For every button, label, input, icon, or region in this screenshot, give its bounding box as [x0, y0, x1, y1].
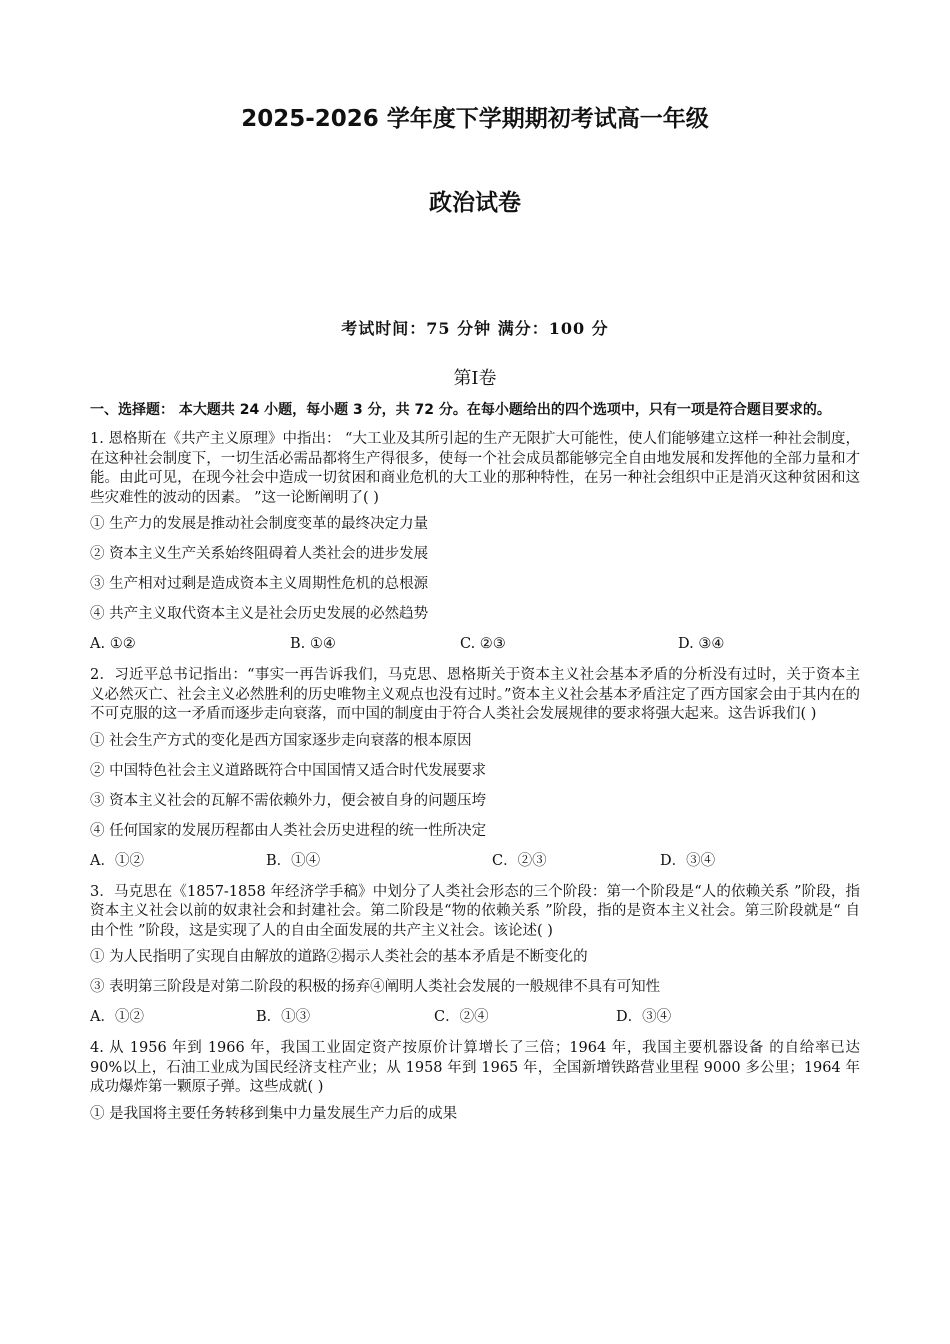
- exam-info: 考试时间：75 分钟 满分：100 分: [341, 319, 609, 338]
- exam-content: [90, 400, 860, 1134]
- section-heading: 一、选择题： 本大题共 24 小题，每小题 3 分，共 72 分。在每小题给出的四个选项中，只有一项是符合题目要求的。: [90, 402, 831, 418]
- option-c: C．②③: [492, 852, 547, 869]
- question-text: 3．马克思在《1857-1858 年经济学手稿》中划分了人类社会形态的三个阶段：第一个阶段是“人的依赖关系 ”阶段，指资本主义社会以前的奴隶社会和封建社会。第二阶段是“物的依赖关系 ”阶段，指的是资本主义社会。第三阶段就是“ 自由个性 ”阶段，这是实现了人的自由全面发展的共产主义社会。该论述( ): [90, 883, 860, 939]
- exam-title: 2025-2026 学年度下学期期初考试高一年级: [241, 106, 709, 132]
- answer-options: [90, 1007, 860, 1027]
- option-a: A. ①②: [90, 636, 136, 652]
- statement-item: ① 为人民指明了实现自由解放的道路②揭示人类社会的基本矛盾是不断变化的: [90, 949, 588, 965]
- question-3: [90, 883, 860, 1028]
- statement-item: ① 是我国将主要任务转移到集中力量发展生产力后的成果: [90, 1105, 458, 1122]
- statement-item: ② 资本主义生产关系始终阻碍着人类社会的进步发展: [90, 546, 429, 562]
- answer-options: [90, 634, 860, 654]
- option-b: B. ①④: [290, 636, 336, 652]
- question-2: [90, 666, 860, 871]
- option-a: A．①②: [90, 1009, 144, 1025]
- statement-item: ④ 共产主义取代资本主义是社会历史发展的必然趋势: [90, 606, 429, 622]
- option-a: A．①②: [90, 852, 144, 869]
- option-d: D．③④: [616, 1009, 672, 1025]
- statement-item: ③ 资本主义社会的瓦解不需依赖外力，便会被自身的问题压垮: [90, 792, 487, 809]
- volume-label: 第I卷: [453, 368, 497, 389]
- question-4: [90, 1039, 860, 1124]
- question-text: 2．习近平总书记指出：“事实一再告诉我们，马克思、恩格斯关于资本主义社会基本矛盾的分析没有过时，关于资本主义必然灭亡、社会主义必然胜利的历史唯物主义观点也没有过时。”资本主义社会基本矛盾注定了西方国家会由于其内在的不可克服的这一矛盾而逐步走向衰落，而中国的制度由于符合人类社会发展规律的要求将强大起来。这告诉我们( ): [90, 667, 860, 722]
- question-text: 1. 恩格斯在《共产主义原理》中指出： “大工业及其所引起的生产无限扩大可能性，使人们能够建立这样一种社会制度，在这种社会制度下，一切生活必需品都将生产得很多，使每一个社会成员都能够完全自由地发展和发挥他的全部力量和才能。由此可见，在现今社会中造成一切贫困和商业危机的大工业的那种特性，在另一种社会组织中正是消灭这种贫困和这些灾难性的波动的因素。 ”这一论断阐明了( ): [90, 431, 860, 506]
- statement-item: ③ 表明第三阶段是对第二阶段的积极的扬弃④阐明人类社会发展的一般规律不具有可知性: [90, 979, 661, 995]
- option-d: D. ③④: [678, 636, 725, 652]
- option-b: B．①③: [256, 1009, 311, 1025]
- statement-item: ③ 生产相对过剩是造成资本主义周期性危机的总根源: [90, 576, 429, 592]
- statement-item: ① 生产力的发展是推动社会制度变革的最终决定力量: [90, 516, 429, 532]
- answer-options: [90, 851, 860, 871]
- option-c: C．②④: [434, 1009, 489, 1025]
- statement-item: ① 社会生产方式的变化是西方国家逐步走向衰落的根本原因: [90, 732, 472, 749]
- option-b: B．①④: [266, 852, 321, 869]
- statement-item: ④ 任何国家的发展历程都由人类社会历史进程的统一性所决定: [90, 822, 487, 839]
- subject-title: 政治试卷: [429, 190, 521, 216]
- question-1: [90, 430, 860, 654]
- option-c: C. ②③: [460, 636, 506, 652]
- statement-item: ② 中国特色社会主义道路既符合中国国情又适合时代发展要求: [90, 762, 487, 779]
- question-text: 4. 从 1956 年到 1966 年，我国工业固定资产按原价计算增长了三倍；1964 年，我国主要机器设备 的自给率已达 90%以上，石油工业成为国民经济支柱产业；从 1958 年到 1965 年，全国新增铁路营业里程 9000 多公里；1964 年成功爆炸第一颗原子弹。这些成就( ): [90, 1040, 860, 1095]
- option-d: D．③④: [660, 852, 716, 869]
